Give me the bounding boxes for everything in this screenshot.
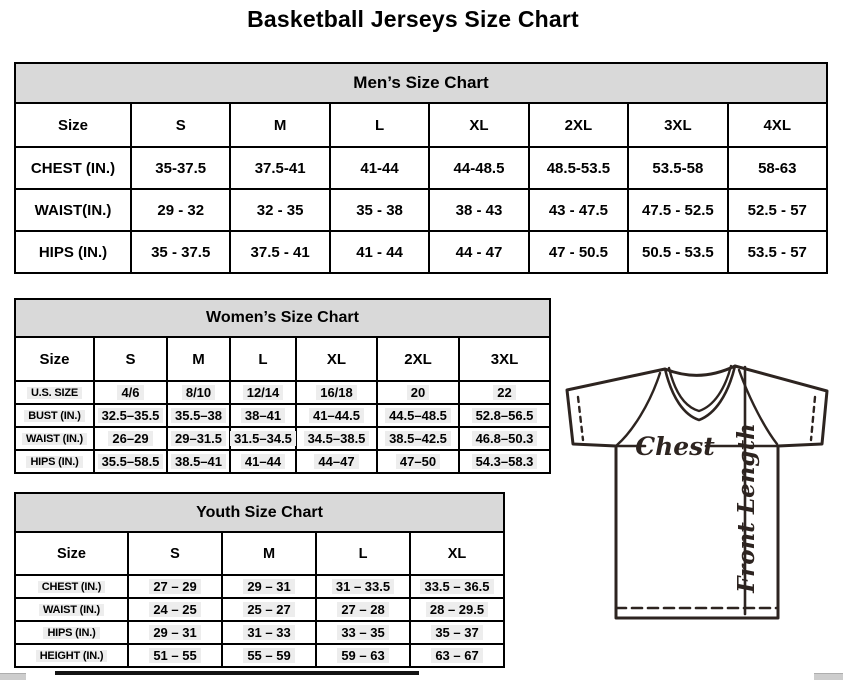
value: 4/6 <box>117 385 143 400</box>
header-cell: Size <box>16 533 127 574</box>
page-title: Basketball Jerseys Size Chart <box>247 6 579 32</box>
jersey-outline <box>567 366 827 618</box>
value-cell: 41 - 44 <box>331 232 428 272</box>
value: 26–29 <box>108 431 152 446</box>
value: 44–47 <box>314 454 358 469</box>
value-cell: 47 - 50.5 <box>530 232 627 272</box>
row-label-cell <box>16 645 127 666</box>
value: 52.8–56.5 <box>472 408 538 423</box>
value-cell <box>168 405 229 426</box>
row-label-cell <box>16 451 93 472</box>
value: 27 – 28 <box>337 602 388 617</box>
value-cell: 32 - 35 <box>231 190 328 230</box>
value-cell <box>378 428 458 449</box>
value-cell <box>95 405 166 426</box>
value-cell <box>411 645 503 666</box>
row-label: U.S. SIZE <box>27 387 82 399</box>
value-cell <box>297 405 376 426</box>
value: 41–44.5 <box>309 408 364 423</box>
value: 32.5–35.5 <box>98 408 164 423</box>
youth-chart-header: Youth Size Chart <box>16 494 503 531</box>
left-cuff-stitch-dashed <box>578 397 583 440</box>
value-cell: 47.5 - 52.5 <box>629 190 726 230</box>
front-length-label: Front Length <box>733 423 760 593</box>
value: 38.5–41 <box>171 454 226 469</box>
header-cell: M <box>168 338 229 380</box>
value: 35 – 37 <box>431 625 482 640</box>
value-cell <box>231 382 295 403</box>
value: 25 – 27 <box>243 602 294 617</box>
header-cell: 3XL <box>460 338 549 380</box>
value-cell: 50.5 - 53.5 <box>629 232 726 272</box>
header-cell: S <box>129 533 221 574</box>
value: 59 – 63 <box>337 648 388 663</box>
value-cell: 44-48.5 <box>430 148 527 188</box>
horizontal-scrollbar-thumb[interactable] <box>55 671 419 675</box>
header-cell: M <box>223 533 315 574</box>
value-cell <box>129 599 221 620</box>
chest-label: Chest <box>635 432 715 461</box>
value-cell: 43 - 47.5 <box>530 190 627 230</box>
header-cell: 4XL <box>729 104 826 146</box>
value-cell <box>129 576 221 597</box>
womens-size-chart-table <box>14 298 551 474</box>
row-label-cell <box>16 405 93 426</box>
value-cell <box>95 428 166 449</box>
mens-chart-header: Men’s Size Chart <box>16 64 826 102</box>
value-cell <box>231 405 295 426</box>
header-cell: Size <box>16 338 93 380</box>
value: 20 <box>407 385 429 400</box>
row-label-cell: HIPS (IN.) <box>16 232 130 272</box>
value-cell: 53.5 - 57 <box>729 232 826 272</box>
value-cell <box>411 622 503 643</box>
value-cell: 58-63 <box>729 148 826 188</box>
value-cell <box>297 382 376 403</box>
header-cell: L <box>231 338 295 380</box>
value: 44.5–48.5 <box>385 408 451 423</box>
value-cell: 41-44 <box>331 148 428 188</box>
value: 27 – 29 <box>149 579 200 594</box>
value: 12/14 <box>243 385 284 400</box>
youth-size-chart-table <box>14 492 505 668</box>
header-cell: Size <box>16 104 130 146</box>
value: 29–31.5 <box>171 431 226 446</box>
mens-size-chart-table <box>14 62 828 274</box>
header-cell: XL <box>411 533 503 574</box>
header-cell: 2XL <box>530 104 627 146</box>
row-label: HIPS (IN.) <box>26 456 82 468</box>
header-cell: S <box>95 338 166 380</box>
value-cell <box>95 451 166 472</box>
value-cell <box>223 645 315 666</box>
value-cell <box>378 382 458 403</box>
value-cell <box>378 405 458 426</box>
value: 24 – 25 <box>149 602 200 617</box>
value-cell <box>129 645 221 666</box>
value: 31 – 33.5 <box>332 579 394 594</box>
row-label-cell <box>16 382 93 403</box>
header-cell: L <box>317 533 409 574</box>
value-cell <box>129 622 221 643</box>
value-cell: 35-37.5 <box>132 148 229 188</box>
value-cell <box>231 428 295 449</box>
row-label: WAIST (IN.) <box>22 433 87 445</box>
value-cell <box>460 382 549 403</box>
value-cell <box>297 451 376 472</box>
value: 31.5–34.5 <box>230 431 296 446</box>
value: 51 – 55 <box>149 648 200 663</box>
value-cell: 37.5 - 41 <box>231 232 328 272</box>
value-cell <box>460 428 549 449</box>
value-cell <box>378 451 458 472</box>
header-cell: M <box>231 104 328 146</box>
value: 35.5–38 <box>171 408 226 423</box>
header-cell: S <box>132 104 229 146</box>
value-cell: 35 - 38 <box>331 190 428 230</box>
value-cell <box>168 382 229 403</box>
value-cell <box>317 622 409 643</box>
value: 55 – 59 <box>243 648 294 663</box>
value-cell <box>223 622 315 643</box>
value-cell <box>460 405 549 426</box>
value-cell <box>168 451 229 472</box>
row-label-cell <box>16 576 127 597</box>
value: 63 – 67 <box>431 648 482 663</box>
value: 29 – 31 <box>243 579 294 594</box>
header-cell: XL <box>430 104 527 146</box>
row-label-cell <box>16 428 93 449</box>
womens-chart-header: Women’s Size Chart <box>16 300 549 336</box>
value-cell: 38 - 43 <box>430 190 527 230</box>
value-cell: 35 - 37.5 <box>132 232 229 272</box>
value: 38–41 <box>241 408 285 423</box>
value-cell <box>168 428 229 449</box>
value: 54.3–58.3 <box>472 454 538 469</box>
value-cell <box>297 428 376 449</box>
value-cell <box>317 645 409 666</box>
row-label: HEIGHT (IN.) <box>36 650 108 662</box>
value: 22 <box>493 385 515 400</box>
value-cell <box>411 599 503 620</box>
header-cell: 3XL <box>629 104 726 146</box>
row-label-cell <box>16 599 127 620</box>
value: 35.5–58.5 <box>98 454 164 469</box>
value-cell <box>223 576 315 597</box>
value: 29 – 31 <box>149 625 200 640</box>
row-label-cell: CHEST (IN.) <box>16 148 130 188</box>
header-cell: 2XL <box>378 338 458 380</box>
row-label: HIPS (IN.) <box>43 627 99 639</box>
row-label: BUST (IN.) <box>24 410 84 422</box>
row-label: CHEST (IN.) <box>38 581 106 593</box>
value: 47–50 <box>396 454 440 469</box>
value: 8/10 <box>182 385 215 400</box>
value-cell: 37.5-41 <box>231 148 328 188</box>
row-label: WAIST (IN.) <box>39 604 104 616</box>
header-cell: L <box>331 104 428 146</box>
value-cell <box>317 599 409 620</box>
value: 33.5 – 36.5 <box>420 579 493 594</box>
row-label-cell: WAIST(IN.) <box>16 190 130 230</box>
value-cell <box>317 576 409 597</box>
value-cell: 44 - 47 <box>430 232 527 272</box>
value-cell <box>411 576 503 597</box>
value-cell: 52.5 - 57 <box>729 190 826 230</box>
right-cuff-stitch-dashed <box>811 397 815 440</box>
value: 41–44 <box>241 454 285 469</box>
value-cell <box>223 599 315 620</box>
value: 28 – 29.5 <box>426 602 488 617</box>
value: 46.8–50.3 <box>472 431 538 446</box>
value-cell <box>231 451 295 472</box>
value: 34.5–38.5 <box>304 431 370 446</box>
value: 31 – 33 <box>243 625 294 640</box>
value-cell: 29 - 32 <box>132 190 229 230</box>
value-cell: 53.5-58 <box>629 148 726 188</box>
value-cell <box>95 382 166 403</box>
header-cell: XL <box>297 338 376 380</box>
value: 16/18 <box>316 385 357 400</box>
value-cell <box>460 451 549 472</box>
value-cell: 48.5-53.5 <box>530 148 627 188</box>
value: 38.5–42.5 <box>385 431 451 446</box>
jersey-measurement-diagram <box>558 356 843 628</box>
value: 33 – 35 <box>337 625 388 640</box>
row-label-cell <box>16 622 127 643</box>
